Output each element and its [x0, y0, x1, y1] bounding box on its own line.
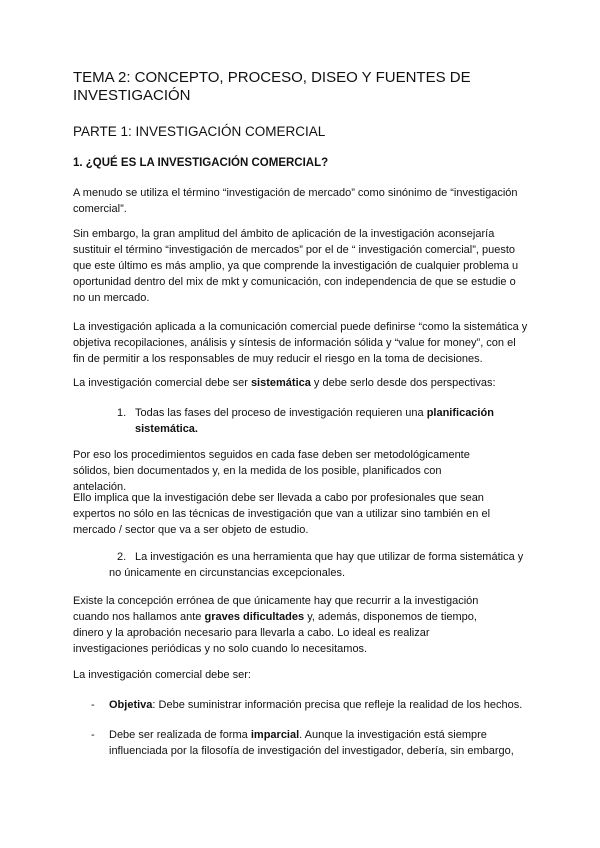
p7-text: Existe la concepción errónea de que únicamente hay que recurrir a la investigación cuando nos hallamos ante	[73, 595, 479, 623]
item1-bold: planificación sistemática.	[135, 407, 494, 435]
p4-text: La investigación comercial debe ser	[73, 377, 251, 389]
p4-text-end: y debe serlo desde dos perspectivas:	[310, 377, 496, 389]
item1-text: Todas las fases del proceso de investigación requieren una	[135, 407, 427, 419]
list-item-1	[135, 405, 505, 437]
paragraph-1: A menudo se utiliza el término “investigación de mercado” como sinónimo de “investigación comercial”.	[73, 187, 518, 215]
bullet-dash-1: -	[91, 699, 95, 711]
b2-text-end: . Aunque la investigación está siempre influenciada por la filosofía de investigación del investigador, debería, sin embargo,	[109, 729, 514, 757]
bullet-item-2	[109, 727, 529, 759]
p4-bold: sistemática	[250, 377, 311, 389]
paragraph-4	[73, 375, 528, 391]
bullet-dash-2: -	[91, 729, 95, 741]
b2-text: Debe ser realizada de forma	[109, 729, 251, 741]
document-page	[73, 69, 533, 757]
paragraph-3: La investigación aplicada a la comunicación comercial puede definirse “como la sistemática y objetiva recopilaciones, análisis y síntesis de información sólida y “value for money”, con el fin de permitir a los responsables de muy reducir el riesgo en la toma de decisiones.	[73, 321, 528, 365]
b1-text: : Debe suministrar información precisa que refleje la realidad de los hechos.	[152, 699, 523, 711]
paragraph-5: Por eso los procedimientos seguidos en cada fase deben ser metodológicamente sólidos, bien documentados y, en la medida de los posible, planificados con antelación.	[73, 449, 470, 493]
list-number-2: 2.	[117, 551, 127, 563]
paragraph-6: Ello implica que la investigación debe ser llevada a cabo por profesionales que sean expertos no sólo en las técnicas de investigación que van a utilizar sino también en el mercado / sector que va a ser objeto de estudio.	[73, 492, 491, 536]
part-heading: PARTE 1: INVESTIGACIÓN COMERCIAL	[73, 124, 326, 139]
paragraph-8: La investigación comercial debe ser:	[73, 669, 251, 681]
p7-bold: graves dificultades	[204, 611, 305, 623]
b2-bold: imparcial	[250, 729, 300, 741]
document-title: TEMA 2: CONCEPTO, PROCESO, DISEO Y FUENTES DE INVESTIGACIÓN	[73, 69, 471, 104]
p7-text-end: y, además, disponemos de tiempo, dinero y la aprobación necesario para llevarla a cabo. Lo ideal es realizar investigaciones periódicas y no solo cuando lo necesitamos.	[73, 611, 477, 655]
question-heading: 1. ¿QUÉ ES LA INVESTIGACIÓN COMERCIAL?	[73, 157, 329, 169]
list-number-1: 1.	[117, 407, 127, 419]
paragraph-7	[73, 593, 493, 657]
paragraph-2: Sin embargo, la gran amplitud del ámbito de aplicación de la investigación aconsejaría sustituir el término “investigación de mercados” por el de “ investigación comercial”, puesto que este último es más amplio, ya que comprende la investigación de cualquier problema u oportunidad dentro del mix de mkt y comunicación, con independencia de que se estudie o no un mercado.	[73, 228, 519, 304]
b1-bold: Objetiva	[109, 699, 153, 711]
bullet-item-1	[109, 697, 529, 713]
list-item-2: La investigación es una herramienta que hay que utilizar de forma sistemática y no únicamente en circunstancias excepcionales.	[109, 551, 524, 579]
